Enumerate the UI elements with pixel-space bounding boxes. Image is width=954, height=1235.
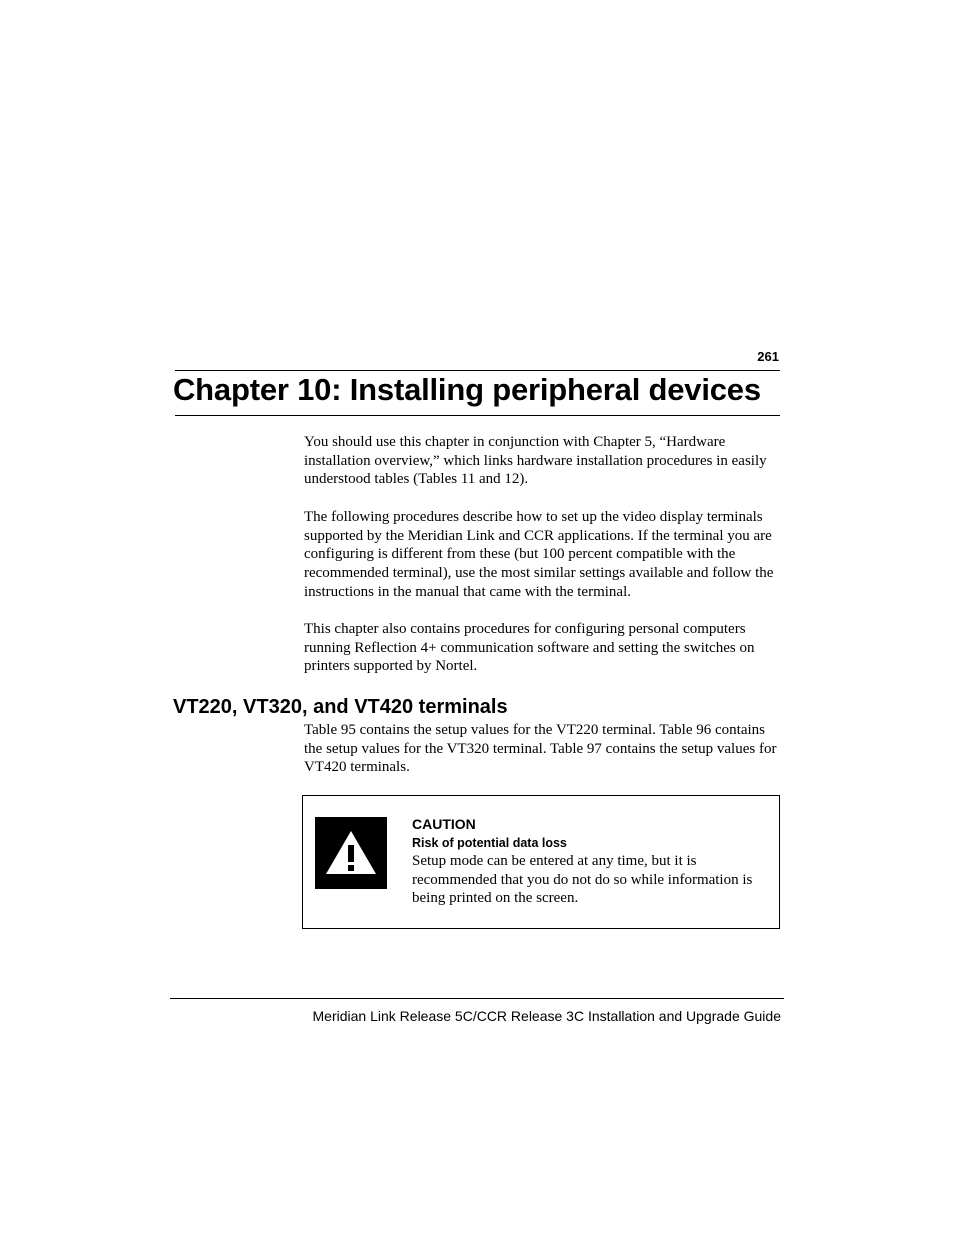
caution-subtitle: Risk of potential data loss — [412, 836, 567, 850]
caution-box — [302, 795, 780, 929]
warning-icon — [315, 817, 387, 889]
caution-title: CAUTION — [412, 816, 476, 832]
section-heading: VT220, VT320, and VT420 terminals — [173, 696, 508, 718]
caution-text: Setup mode can be entered at any time, but it is recommended that you do not do so while information is being printed on the screen. — [412, 853, 753, 907]
chapter-title: Chapter 10: Installing peripheral devices — [173, 372, 761, 407]
intro-paragraph-2: The following procedures describe how to set up the video display terminals supported by the Meridian Link and CCR applications. If the terminal you are configuring is different from these (but 100 percent compatible with the recommended terminal), use the most similar settings available and follow the instructions in the manual that came with the terminal. — [304, 509, 774, 600]
footer-rule — [170, 998, 784, 999]
intro-paragraph-3: This chapter also contains procedures for configuring personal computers running Reflection 4+ communication software and setting the switches on printers supported by Nortel. — [304, 621, 755, 675]
footer-text: Meridian Link Release 5C/CCR Release 3C Installation and Upgrade Guide — [312, 1008, 781, 1024]
intro-paragraph-1: You should use this chapter in conjunction with Chapter 5, “Hardware installation overview,” which links hardware installation procedures in easily understood tables (Tables 11 and 12). — [304, 434, 767, 488]
page-number: 261 — [757, 349, 779, 364]
chapter-title-bottom-rule — [175, 415, 780, 416]
section-paragraph: Table 95 contains the setup values for the VT220 terminal. Table 96 contains the setup values for the VT320 terminal. Table 97 contains the setup values for VT420 terminals. — [304, 722, 777, 776]
caution-content — [412, 815, 772, 908]
